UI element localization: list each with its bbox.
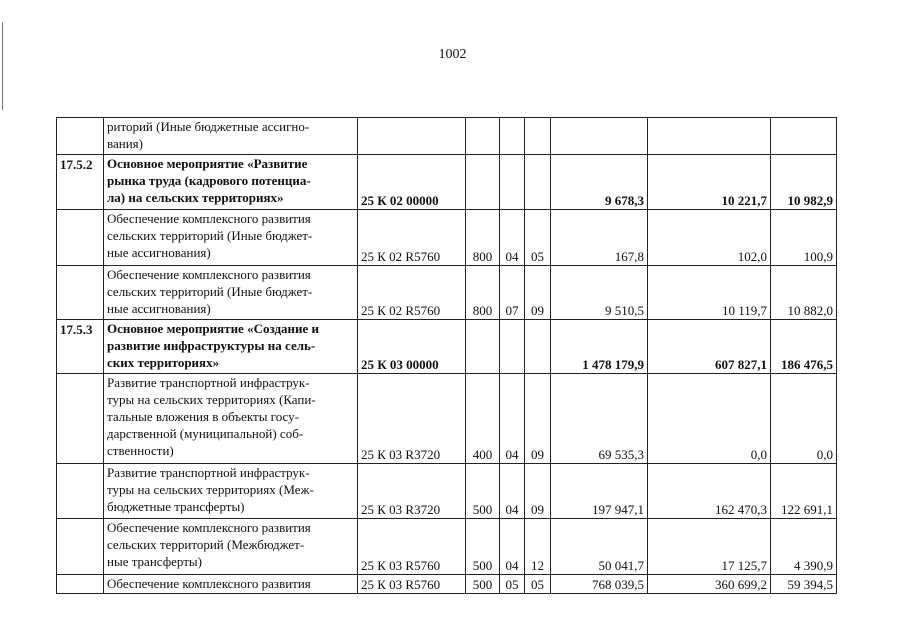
row-year3-cell: 122 691,1 [771, 464, 837, 519]
row-name-cell [104, 464, 358, 519]
row-name-cell [104, 519, 358, 575]
row-year1-cell: 768 039,5 [551, 575, 648, 594]
row-vr-cell [466, 320, 500, 374]
row-year1-cell: 197 947,1 [551, 464, 648, 519]
row-year2-cell: 162 470,3 [648, 464, 771, 519]
row-pr-cell [525, 155, 551, 210]
table-row [57, 210, 837, 266]
row-kcsr-cell: 25 К 02 R5760 [358, 210, 466, 266]
row-rz-cell: 04 [500, 464, 525, 519]
row-rz-cell [500, 118, 525, 155]
row-year2-cell: 10 221,7 [648, 155, 771, 210]
row-name-line: риторий (Иные бюджетные ассигно- [107, 119, 310, 134]
row-vr-cell [466, 118, 500, 155]
row-kcsr-cell: 25 К 02 00000 [358, 155, 466, 210]
row-year3-cell [771, 118, 837, 155]
row-name-line: туры на сельских территориях (Меж- [107, 482, 314, 497]
table-row [57, 374, 837, 464]
row-year3-cell: 10 982,9 [771, 155, 837, 210]
row-name-line: тальные вложения в объекты госу- [107, 409, 299, 424]
row-kcsr-cell: 25 К 03 R5760 [358, 575, 466, 594]
row-name-line: рынка труда (кадрового потенциа- [107, 173, 311, 188]
row-rz-cell [500, 320, 525, 374]
left-edge-mark [2, 22, 3, 110]
row-name-cell [104, 155, 358, 210]
row-year2-cell: 0,0 [648, 374, 771, 464]
row-kcsr-cell [358, 118, 466, 155]
row-year2-cell: 102,0 [648, 210, 771, 266]
row-name-cell [104, 266, 358, 320]
row-name-line: бюджетные трансферты) [107, 499, 245, 514]
budget-table [56, 117, 837, 594]
row-year1-cell: 1 478 179,9 [551, 320, 648, 374]
row-year3-cell: 10 882,0 [771, 266, 837, 320]
table-row [57, 519, 837, 575]
row-vr-cell: 500 [466, 519, 500, 575]
table-row [57, 118, 837, 155]
row-name-line: сельских территорий (Межбюджет- [107, 537, 305, 552]
row-pr-cell [525, 118, 551, 155]
row-vr-cell: 500 [466, 464, 500, 519]
row-name-cell [104, 575, 358, 594]
row-rz-cell: 07 [500, 266, 525, 320]
row-name-line: Обеспечение комплексного развития [107, 211, 311, 226]
row-kcsr-cell: 25 К 03 00000 [358, 320, 466, 374]
row-code-cell [57, 464, 104, 519]
row-name-line: развитие инфраструктуры на сель- [107, 338, 316, 353]
row-year3-cell: 186 476,5 [771, 320, 837, 374]
row-kcsr-cell: 25 К 02 R5760 [358, 266, 466, 320]
row-name-line: вания) [107, 136, 143, 151]
row-vr-cell: 400 [466, 374, 500, 464]
row-year1-cell: 9 678,3 [551, 155, 648, 210]
row-kcsr-cell: 25 К 03 R3720 [358, 464, 466, 519]
table-row [57, 464, 837, 519]
row-name-cell [104, 374, 358, 464]
table-row [57, 155, 837, 210]
row-name-line: ные ассигнования) [107, 245, 211, 260]
row-name-line: ственности) [107, 443, 174, 458]
row-code-cell [57, 266, 104, 320]
row-pr-cell: 12 [525, 519, 551, 575]
row-vr-cell: 500 [466, 575, 500, 594]
row-name-line: ные ассигнования) [107, 301, 211, 316]
row-rz-cell: 04 [500, 519, 525, 575]
row-name-line: Развитие транспортной инфраструк- [107, 465, 310, 480]
row-name-cell [104, 210, 358, 266]
row-rz-cell: 04 [500, 210, 525, 266]
row-code-cell [57, 575, 104, 594]
row-code-cell [57, 210, 104, 266]
table-row [57, 320, 837, 374]
row-name-line: сельских территорий (Иные бюджет- [107, 284, 313, 299]
row-name-line: Основное мероприятие «Развитие [107, 156, 308, 171]
row-kcsr-cell: 25 К 03 R3720 [358, 374, 466, 464]
row-name-line: Обеспечение комплексного развития [107, 267, 311, 282]
row-vr-cell: 800 [466, 266, 500, 320]
row-name-line: дарственной (муниципальной) соб- [107, 426, 304, 441]
row-name-line: ла) на сельских территориях» [107, 190, 284, 205]
row-code-cell [57, 118, 104, 155]
row-code-cell: 17.5.3 [57, 320, 104, 374]
row-pr-cell: 09 [525, 374, 551, 464]
page-number: 1002 [438, 47, 467, 62]
row-name-line: туры на сельских территориях (Капи- [107, 392, 316, 407]
row-name-line: Основное мероприятие «Создание и [107, 321, 320, 336]
row-year2-cell: 10 119,7 [648, 266, 771, 320]
row-name-cell [104, 320, 358, 374]
row-name-line: ные трансферты) [107, 554, 202, 569]
row-rz-cell: 04 [500, 374, 525, 464]
row-year1-cell: 69 535,3 [551, 374, 648, 464]
row-year3-cell: 59 394,5 [771, 575, 837, 594]
row-year3-cell: 0,0 [771, 374, 837, 464]
row-code-cell: 17.5.2 [57, 155, 104, 210]
row-pr-cell: 09 [525, 464, 551, 519]
row-name-line: ских территориях» [107, 355, 220, 370]
row-pr-cell [525, 320, 551, 374]
row-year2-cell: 360 699,2 [648, 575, 771, 594]
row-vr-cell: 800 [466, 210, 500, 266]
row-kcsr-cell: 25 К 03 R5760 [358, 519, 466, 575]
table-row [57, 575, 837, 594]
row-year2-cell: 607 827,1 [648, 320, 771, 374]
row-year3-cell: 4 390,9 [771, 519, 837, 575]
row-code-cell [57, 519, 104, 575]
row-year1-cell: 50 041,7 [551, 519, 648, 575]
row-code-cell [57, 374, 104, 464]
row-pr-cell: 09 [525, 266, 551, 320]
row-name-line: Обеспечение комплексного развития [107, 576, 311, 591]
row-name-line: Обеспечение комплексного развития [107, 520, 311, 535]
table-row [57, 266, 837, 320]
row-name-line: сельских территорий (Иные бюджет- [107, 228, 313, 243]
row-year1-cell [551, 118, 648, 155]
row-pr-cell: 05 [525, 575, 551, 594]
row-vr-cell [466, 155, 500, 210]
row-name-line: Развитие транспортной инфраструк- [107, 375, 310, 390]
row-year2-cell: 17 125,7 [648, 519, 771, 575]
row-rz-cell: 05 [500, 575, 525, 594]
row-rz-cell [500, 155, 525, 210]
row-year1-cell: 9 510,5 [551, 266, 648, 320]
row-name-cell [104, 118, 358, 155]
row-pr-cell: 05 [525, 210, 551, 266]
row-year2-cell [648, 118, 771, 155]
row-year3-cell: 100,9 [771, 210, 837, 266]
row-year1-cell: 167,8 [551, 210, 648, 266]
